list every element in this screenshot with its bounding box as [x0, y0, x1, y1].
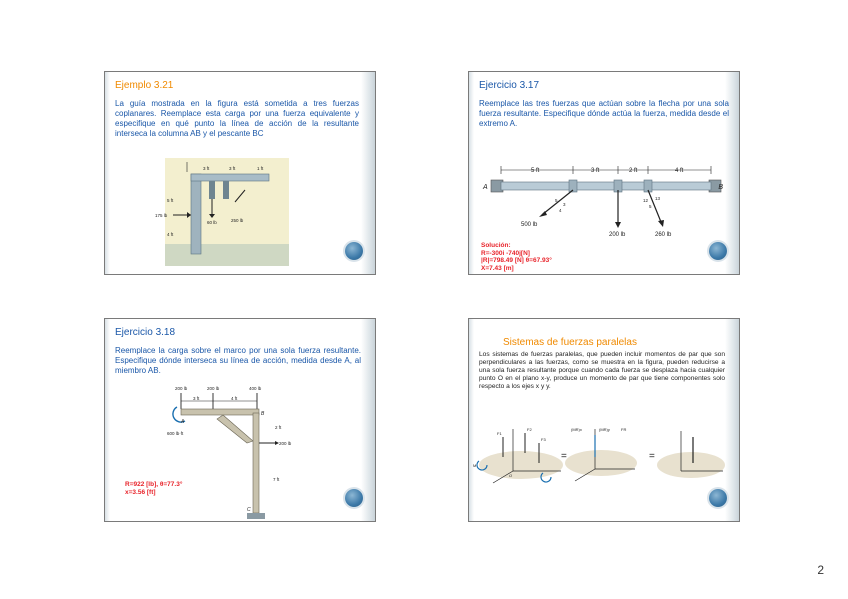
- page-number: 2: [817, 563, 824, 577]
- parallel-forces-diagram: [473, 423, 725, 489]
- force-200lb-a: 200 lb: [175, 386, 188, 391]
- slide-body: Reemplace las tres fuerzas que actúan sobre la flecha por una sola fuerza resultante. Especifique dónde actúa la fuerza, medida desde el extremo A.: [479, 99, 729, 128]
- solution-line: x=3.56 [ft]: [125, 488, 156, 496]
- force-175lb: 175 lb: [155, 213, 168, 218]
- slide-body: La guía mostrada en la figura está sometida a tres fuerzas coplanares. Reemplace esta carga por una fuerza equivalente y especifique en qué punto la línea de acción de la resultante interseca la columna AB y el pescante BC: [115, 99, 359, 138]
- crane-diagram: [155, 158, 289, 266]
- label-a: A: [181, 419, 185, 425]
- dim-2ft: 2 ft: [275, 425, 282, 430]
- slide-left-band: [469, 319, 477, 521]
- label-b: B: [718, 184, 723, 191]
- parallel-forces-figure: [473, 423, 725, 489]
- dim-4ft: 4 ft: [231, 396, 238, 401]
- dim-3ft: 3 ft: [591, 168, 600, 174]
- slide-sistemas-fuerzas-paralelas: [468, 318, 740, 522]
- label-o: O: [509, 473, 513, 478]
- slide-ejercicio-3-17: [468, 71, 740, 275]
- dim-4ft: 4 ft: [675, 168, 684, 174]
- crane-figure: [155, 158, 289, 266]
- solution-line: X=7.43 [m]: [481, 264, 514, 272]
- solution-line: R=922 [lb], θ=77.3°: [125, 481, 183, 488]
- force-400lb: 400 lb: [249, 386, 262, 391]
- slide-left-band: [105, 72, 110, 274]
- slope-5b: 5: [649, 204, 652, 209]
- solution-line: Solución:: [481, 242, 511, 249]
- moment-600lbft: 600 lb·ft: [167, 431, 184, 436]
- label-mrx: (MR)x: [571, 427, 582, 432]
- slope-13: 13: [655, 196, 661, 201]
- dim-3ft: 3 ft: [203, 166, 210, 171]
- slide-body: Reemplace la carga sobre el marco por una sola fuerza resultante. Especifique dónde interseca su línea de acción, medida desde A, al miembro AB.: [115, 346, 361, 375]
- solution-line: R=-300i -740j[N]: [481, 249, 530, 257]
- slope-5: 5: [555, 198, 558, 203]
- slide-ejercicio-3-18: [104, 318, 376, 522]
- force-200lb-c: 200 lb: [279, 441, 292, 446]
- slope-12: 12: [643, 198, 649, 203]
- label-f1: F1: [497, 431, 502, 436]
- label-f2: F2: [527, 427, 532, 432]
- slide-right-band: [361, 72, 375, 274]
- force-200lb-b: 200 lb: [207, 386, 220, 391]
- force-250lb: 250 lb: [231, 218, 244, 223]
- label-c: C: [247, 507, 251, 513]
- label-fr: FR: [621, 427, 627, 432]
- dim-5ft: 5 ft: [167, 198, 174, 203]
- force-500lb: 500 lb: [521, 222, 538, 228]
- dim-3ft-b: 3 ft: [229, 166, 236, 171]
- force-60lb: 60 lb: [207, 220, 217, 225]
- shaft-diagram: [483, 160, 723, 238]
- force-200lb: 200 lb: [609, 232, 626, 238]
- solution-block: [481, 242, 552, 272]
- slope-3: 3: [563, 202, 566, 207]
- dim-5ft: 5 ft: [531, 168, 540, 174]
- slide-body: Los sistemas de fuerzas paralelas, que pueden incluir momentos de par que son perpendiculares a las fuerzas, como se muestra en la figura, pueden reducirse a una sola fuerza resultante porque cuando cada fuerza se desplaza hacia cualquier punto O en el plano x-y, produce un momento de par que tiene componentes solo respecto a los ejes x y y.: [479, 351, 725, 390]
- solution-line: |R|=798.49 [N] θ=67.93°: [481, 257, 552, 264]
- slide-title: Ejercicio 3.18: [115, 327, 176, 338]
- equals-2: =: [649, 451, 655, 462]
- slide-title: Ejercicio 3.17: [479, 80, 540, 91]
- label-f3: F3: [541, 437, 546, 442]
- slide-title: Sistemas de fuerzas paralelas: [503, 337, 637, 348]
- dim-2ft: 2 ft: [629, 168, 638, 174]
- force-260lb: 260 lb: [655, 232, 672, 238]
- slide-bullet-dot: [709, 242, 727, 260]
- dim-7ft: 7 ft: [273, 477, 280, 482]
- slide-right-band: [361, 319, 375, 521]
- dim-3ft: 3 ft: [193, 396, 200, 401]
- slide-ejemplo-3-21: [104, 71, 376, 275]
- slide-left-band: [105, 319, 110, 521]
- label-a: A: [483, 184, 488, 191]
- shaft-figure: [483, 160, 723, 238]
- solution-block: [125, 481, 182, 496]
- slide-title: Ejemplo 3.21: [115, 80, 174, 91]
- slide-right-band: [725, 319, 739, 521]
- frame-figure: [167, 385, 317, 521]
- slope-4: 4: [559, 208, 562, 213]
- label-mry: (MR)y: [599, 427, 610, 432]
- label-m: M: [473, 463, 477, 468]
- equals-1: =: [561, 451, 567, 462]
- slide-bullet-dot: [709, 489, 727, 507]
- label-b: B: [261, 411, 265, 417]
- frame-diagram: [167, 385, 317, 521]
- dim-1ft: 1 ft: [257, 166, 264, 171]
- slide-bullet-dot: [345, 242, 363, 260]
- dim-4ft: 4 ft: [167, 232, 174, 237]
- slide-left-band: [469, 72, 474, 274]
- slide-bullet-dot: [345, 489, 363, 507]
